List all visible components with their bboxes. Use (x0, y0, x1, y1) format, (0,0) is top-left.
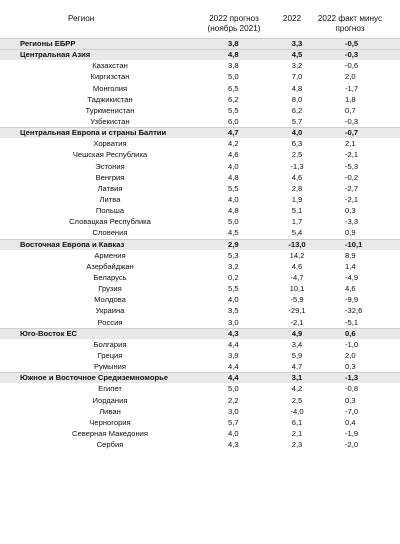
row-diff: -0,6 (345, 61, 359, 71)
row-actual: 4,6 (291, 172, 303, 182)
row-forecast: 4,0 (228, 295, 239, 305)
row-forecast: 5,5 (228, 183, 239, 193)
table-row-region (0, 372, 400, 383)
table-row (0, 227, 400, 238)
row-name: Польша (95, 206, 125, 216)
row-name: Сербия (96, 440, 124, 450)
row-actual: 5,9 (291, 350, 303, 360)
table-row (0, 317, 400, 328)
row-name: Восточная Европа и Кавказ (20, 239, 125, 249)
row-actual: 6,2 (291, 105, 303, 115)
row-forecast: 4,0 (228, 194, 239, 204)
row-name: Грузия (98, 284, 122, 294)
row-actual: -4,7 (290, 272, 304, 282)
row-diff: 2,1 (345, 139, 356, 149)
row-actual: 1,9 (291, 194, 303, 204)
table-row (0, 439, 400, 450)
header-actual: 2022 (282, 14, 302, 23)
row-diff: -2,7 (345, 183, 359, 193)
table-row (0, 172, 400, 183)
row-forecast: 5,0 (228, 217, 239, 227)
table-row (0, 261, 400, 272)
table-row (0, 138, 400, 149)
row-name: Литва (99, 194, 121, 204)
row-name: Хорватия (93, 139, 127, 149)
row-forecast: 4,3 (228, 328, 239, 338)
row-forecast: 5,0 (228, 72, 239, 82)
row-name: Центральная Европа и страны Балтии (20, 128, 167, 138)
row-diff: 2,0 (345, 72, 356, 82)
row-actual: -1,3 (290, 161, 304, 171)
table-row (0, 194, 400, 205)
row-forecast: 5,7 (228, 417, 239, 427)
row-name: Словения (92, 228, 128, 238)
row-actual: 5,7 (291, 116, 303, 126)
row-forecast: 3,0 (228, 317, 239, 327)
row-diff: 1,4 (345, 261, 356, 271)
row-actual: 4,8 (291, 83, 303, 93)
row-actual: 4,6 (291, 261, 303, 271)
row-actual: 6,1 (291, 417, 303, 427)
row-forecast: 6,5 (228, 83, 239, 93)
row-name: Беларусь (93, 272, 127, 282)
row-forecast: 4,2 (228, 139, 239, 149)
row-name: Россия (97, 317, 123, 327)
row-diff: -0,2 (345, 172, 359, 182)
row-actual: 4,2 (291, 384, 303, 394)
table-row (0, 116, 400, 127)
row-actual: 4,0 (291, 128, 303, 138)
row-forecast: 4,8 (228, 172, 239, 182)
row-actual: 2,8 (291, 183, 303, 193)
row-name: Украина (95, 306, 125, 316)
row-forecast: 4,8 (228, 206, 239, 216)
header-forecast: 2022 прогноз (ноябрь 2021) (207, 14, 261, 33)
row-diff: -0,7 (345, 128, 359, 138)
row-forecast: 3,9 (228, 350, 239, 360)
row-name: Молдова (94, 295, 126, 305)
row-forecast: 3,8 (228, 39, 239, 48)
row-diff: -5,1 (345, 317, 359, 327)
row-forecast: 5,3 (228, 250, 239, 260)
row-name: Эстония (95, 161, 125, 171)
row-actual: 14,2 (289, 250, 305, 260)
table-row (0, 161, 400, 172)
row-forecast: 5,0 (228, 384, 239, 394)
row-forecast: 3,2 (228, 261, 239, 271)
row-actual: 5,4 (291, 228, 303, 238)
row-diff: -7,0 (345, 406, 359, 416)
row-actual: 2,1 (291, 428, 303, 438)
row-name: Иордания (92, 395, 128, 405)
table-row (0, 406, 400, 417)
row-name: Греция (97, 350, 123, 360)
row-name: Киргизстан (90, 72, 130, 82)
row-actual: -13,0 (288, 239, 306, 249)
row-name: Румыния (93, 362, 126, 372)
row-diff: -9,9 (345, 295, 359, 305)
row-diff: -5,3 (345, 161, 359, 171)
row-actual: 2,5 (291, 150, 303, 160)
row-forecast: 2,2 (228, 395, 239, 405)
table-row (0, 383, 400, 394)
row-actual: 6,3 (291, 139, 303, 149)
row-diff: -2,1 (345, 150, 359, 160)
row-actual: 1,7 (291, 217, 303, 227)
row-name: Армения (94, 250, 126, 260)
row-name: Центральная Азия (20, 50, 91, 60)
table-row (0, 83, 400, 94)
table-row (0, 60, 400, 71)
row-name: Латвия (97, 183, 123, 193)
table-row (0, 105, 400, 116)
row-actual: -4,0 (290, 406, 304, 416)
row-actual: 4,7 (291, 362, 303, 372)
row-name: Таджикистан (87, 94, 133, 104)
row-forecast: 5,5 (228, 284, 239, 294)
row-diff: -1,9 (345, 428, 359, 438)
row-diff: -0,3 (345, 50, 359, 60)
table-row (0, 294, 400, 305)
row-name: Юго-Восток ЕС (20, 328, 78, 338)
table-row (0, 283, 400, 294)
row-forecast: 6,0 (228, 116, 239, 126)
row-diff: -32,6 (345, 306, 363, 316)
row-diff: 4,6 (345, 284, 356, 294)
row-forecast: 0,2 (228, 272, 239, 282)
table-row (0, 183, 400, 194)
row-name: Словацкая Республика (69, 217, 151, 227)
row-forecast: 4,0 (228, 428, 239, 438)
row-forecast: 4,8 (228, 50, 239, 60)
row-forecast: 3,0 (228, 406, 239, 416)
table-row (0, 94, 400, 105)
row-forecast: 4,7 (228, 128, 239, 138)
row-name: Болгария (93, 339, 127, 349)
row-actual: 4,9 (291, 328, 303, 338)
row-diff: -0,3 (345, 116, 359, 126)
row-name: Венгрия (95, 172, 125, 182)
row-name: Азербайджан (86, 261, 134, 271)
table-row (0, 339, 400, 350)
table-row (0, 250, 400, 261)
row-actual: 4,5 (291, 50, 303, 60)
table-body (0, 38, 400, 450)
row-diff: 0,9 (345, 228, 356, 238)
row-actual: -29,1 (288, 306, 306, 316)
row-diff: 0,6 (345, 328, 356, 338)
row-forecast: 5,5 (228, 105, 239, 115)
row-name: Казахстан (92, 61, 128, 71)
table-row-region (0, 127, 400, 138)
row-diff: -0,8 (345, 384, 359, 394)
table-row (0, 71, 400, 82)
row-forecast: 3,8 (228, 61, 239, 71)
row-diff: -1,7 (345, 83, 359, 93)
table-row (0, 149, 400, 160)
row-name: Черногория (89, 417, 131, 427)
header-region: Регион (68, 14, 95, 23)
row-actual: 2,5 (291, 395, 303, 405)
row-actual: -5,9 (290, 295, 304, 305)
row-forecast: 4,0 (228, 161, 239, 171)
row-diff: -3,3 (345, 217, 359, 227)
row-name: Северная Македония (71, 428, 149, 438)
row-actual: 3,4 (291, 339, 303, 349)
row-name: Туркменистан (85, 105, 135, 115)
row-actual: 3,2 (291, 61, 303, 71)
row-forecast: 3,5 (228, 306, 239, 316)
header-diff: 2022 факт минус прогноз (317, 14, 383, 33)
row-name: Ливан (99, 406, 121, 416)
row-diff: 0,3 (345, 362, 356, 372)
row-diff: -2,1 (345, 194, 359, 204)
row-diff: -1,0 (345, 339, 359, 349)
row-forecast: 4,4 (228, 373, 239, 383)
row-name: Египет (98, 384, 122, 394)
table-row-region (0, 328, 400, 339)
row-actual: 5,1 (291, 206, 303, 216)
row-diff: -0,5 (345, 39, 359, 48)
row-forecast: 6,2 (228, 94, 239, 104)
row-diff: 8,9 (345, 250, 356, 260)
row-forecast: 4,5 (228, 228, 239, 238)
row-actual: 3,1 (291, 373, 303, 383)
row-name: Чешская Республика (72, 150, 148, 160)
row-actual: -2,1 (290, 317, 304, 327)
row-actual: 2,3 (291, 440, 303, 450)
row-actual: 8,0 (291, 94, 303, 104)
table-row (0, 361, 400, 372)
table-row-region (0, 49, 400, 60)
row-name: Южное и Восточное Средиземноморье (20, 373, 168, 383)
row-diff: -4,9 (345, 272, 359, 282)
table-row-region (0, 239, 400, 250)
row-diff: 2,0 (345, 350, 356, 360)
table-row-region (0, 38, 400, 49)
row-diff: 0,4 (345, 417, 356, 427)
row-actual: 3,3 (291, 39, 303, 48)
row-diff: 1,8 (345, 94, 356, 104)
row-diff: -10,1 (345, 239, 363, 249)
row-forecast: 4,6 (228, 150, 239, 160)
table-header (0, 0, 400, 38)
table-row (0, 428, 400, 439)
row-name: Монголия (92, 83, 128, 93)
row-diff: -2,0 (345, 440, 359, 450)
row-name: Узбекистан (90, 116, 130, 126)
row-diff: -1,3 (345, 373, 359, 383)
table-row (0, 350, 400, 361)
row-name: Регионы ЕБРР (20, 39, 76, 48)
row-actual: 10,1 (289, 284, 305, 294)
table-row (0, 205, 400, 216)
table-row (0, 216, 400, 227)
row-forecast: 2,9 (228, 239, 239, 249)
table-row (0, 395, 400, 406)
row-diff: 0,3 (345, 206, 356, 216)
row-actual: 7,0 (291, 72, 303, 82)
table-row (0, 305, 400, 316)
table-row (0, 272, 400, 283)
row-forecast: 4,4 (228, 339, 239, 349)
row-forecast: 4,3 (228, 440, 239, 450)
row-forecast: 4,4 (228, 362, 239, 372)
table-row (0, 417, 400, 428)
row-diff: 0,7 (345, 105, 356, 115)
row-diff: 0,3 (345, 395, 356, 405)
